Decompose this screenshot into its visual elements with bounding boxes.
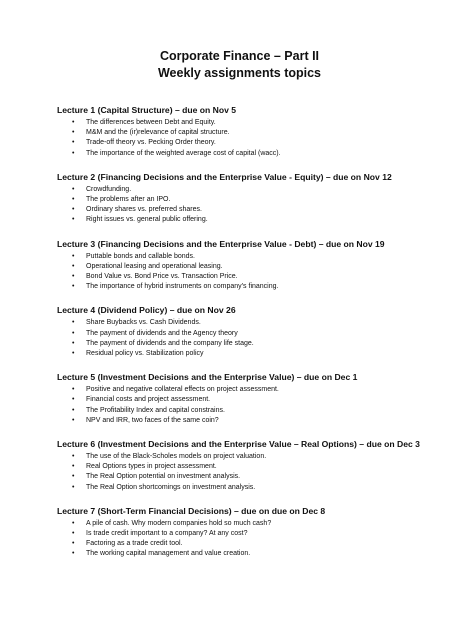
topic-text: The payment of dividends and the company life stage.: [86, 339, 254, 347]
document-title: Corporate Finance – Part II: [159, 49, 320, 63]
topic-item: [57, 149, 434, 159]
lecture-heading: Lecture 5 (Investment Decisions and the Enterprise Value) – due on Dec 1: [57, 372, 358, 383]
topic-text: Share Buybacks vs. Cash Dividends.: [86, 319, 201, 327]
bullet-icon: •: [72, 519, 75, 527]
topic-item: [57, 118, 434, 128]
lecture-heading: Lecture 2 (Financing Decisions and the Enterprise Value - Equity) – due on Nov 12: [57, 171, 392, 182]
topic-item: [57, 519, 434, 529]
bullet-icon: •: [72, 453, 75, 461]
topic-list: [57, 452, 434, 493]
bullet-icon: •: [72, 185, 75, 193]
topic-text: Real Options types in project assessment.: [86, 463, 217, 471]
lecture-section: [57, 505, 434, 560]
bullet-icon: •: [72, 283, 75, 291]
topic-list: [57, 318, 434, 359]
topic-item: [57, 138, 434, 148]
document-subtitle: Weekly assignments topics: [157, 66, 322, 80]
bullet-icon: •: [72, 252, 75, 260]
topic-text: M&M and the (ir)relevance of capital structure.: [86, 129, 230, 137]
topic-item: [57, 195, 434, 205]
topic-text: Positive and negative collateral effects on project assessment.: [86, 386, 279, 394]
bullet-icon: •: [72, 406, 75, 414]
topic-item: [57, 215, 434, 225]
bullet-icon: •: [72, 550, 75, 558]
topic-text: The working capital management and value creation.: [86, 550, 251, 558]
topic-text: Residual policy vs. Stabilization policy: [86, 350, 204, 358]
topic-item: [57, 416, 434, 426]
topic-item: [57, 262, 434, 272]
topic-item: [57, 549, 434, 559]
lecture-section: [57, 438, 434, 493]
topic-item: [57, 406, 434, 416]
topic-item: [57, 529, 434, 539]
lecture-section: [57, 304, 434, 359]
bullet-icon: •: [72, 216, 75, 224]
bullet-icon: •: [72, 319, 75, 327]
lecture-section: [57, 371, 434, 426]
topic-item: [57, 185, 434, 195]
topic-item: [57, 472, 434, 482]
lecture-list: [57, 104, 434, 560]
topic-item: [57, 462, 434, 472]
topic-text: The Real Option shortcomings on investment analysis.: [86, 483, 256, 491]
title-block: [57, 48, 434, 82]
topic-text: A pile of cash. Why modern companies hold so much cash?: [86, 519, 272, 527]
topic-item: [57, 205, 434, 215]
bullet-icon: •: [72, 463, 75, 471]
topic-list: [57, 118, 434, 159]
topic-list: [57, 252, 434, 293]
bullet-icon: •: [72, 396, 75, 404]
topic-text: Puttable bonds and callable bonds.: [86, 252, 195, 260]
lecture-section: [57, 238, 434, 293]
topic-text: The differences between Debt and Equity.: [86, 119, 216, 126]
topic-item: [57, 128, 434, 138]
topic-item: [57, 452, 434, 462]
topic-item: [57, 483, 434, 493]
bullet-icon: •: [72, 273, 75, 281]
topic-text: Is trade credit important to a company? At any cost?: [86, 530, 248, 538]
bullet-icon: •: [72, 530, 75, 538]
bullet-icon: •: [72, 149, 75, 157]
topic-text: The Profitability Index and capital constrains.: [86, 406, 225, 414]
lecture-heading: Lecture 3 (Financing Decisions and the Enterprise Value - Debt) – due on Nov 19: [57, 238, 385, 249]
topic-text: The Real Option potential on investment analysis.: [86, 473, 241, 481]
bullet-icon: •: [72, 473, 75, 481]
lecture-heading: Lecture 7 (Short-Term Financial Decisions) – due on due on Dec 8: [57, 505, 326, 516]
bullet-icon: •: [72, 139, 75, 147]
topic-text: Right issues vs. general public offering.: [86, 216, 208, 224]
topic-text: Financial costs and project assessment.: [86, 396, 211, 404]
topic-text: Factoring as a trade credit tool.: [86, 540, 183, 548]
topic-text: Ordinary shares vs. preferred shares.: [86, 206, 202, 214]
lecture-heading: Lecture 1 (Capital Structure) – due on Nov 5: [57, 105, 237, 115]
topic-text: Operational leasing and operational leasing.: [86, 262, 223, 270]
topic-list: [57, 185, 434, 226]
bullet-icon: •: [72, 339, 75, 347]
topic-item: [57, 329, 434, 339]
bullet-icon: •: [72, 206, 75, 214]
topic-item: [57, 318, 434, 328]
topic-text: Bond Value vs. Bond Price vs. Transaction Price.: [86, 273, 238, 281]
bullet-icon: •: [72, 350, 75, 358]
bullet-icon: •: [72, 262, 75, 270]
topic-text: The use of the Black-Scholes models on project valuation.: [86, 453, 267, 461]
topic-text: NPV and IRR, two faces of the same coin?: [86, 416, 219, 424]
bullet-icon: •: [72, 119, 75, 126]
topic-item: [57, 252, 434, 262]
topic-item: [57, 272, 434, 282]
bullet-icon: •: [72, 483, 75, 491]
bullet-icon: •: [72, 329, 75, 337]
topic-text: Trade-off theory vs. Pecking Order theory.: [86, 139, 216, 147]
lecture-section: [57, 171, 434, 226]
lecture-heading: Lecture 6 (Investment Decisions and the Enterprise Value – Real Options) – due on Dec 3: [57, 439, 420, 450]
topic-item: [57, 349, 434, 359]
bullet-icon: •: [72, 196, 75, 204]
topic-item: [57, 395, 434, 405]
topic-item: [57, 282, 434, 292]
topic-list: [57, 519, 434, 560]
topic-text: Crowdfunding.: [86, 185, 132, 193]
lecture-section: [57, 104, 434, 159]
topic-text: The payment of dividends and the Agency theory: [86, 329, 238, 337]
bullet-icon: •: [72, 129, 75, 137]
topic-text: The problems after an IPO.: [86, 196, 171, 204]
topic-text: The importance of the weighted average cost of capital (wacc).: [86, 149, 281, 157]
topic-item: [57, 339, 434, 349]
topic-text: The importance of hybrid instruments on company’s financing.: [86, 283, 279, 291]
topic-item: [57, 539, 434, 549]
bullet-icon: •: [72, 416, 75, 424]
lecture-heading: Lecture 4 (Dividend Policy) – due on Nov 26: [57, 305, 236, 316]
topic-item: [57, 385, 434, 395]
topic-list: [57, 385, 434, 426]
bullet-icon: •: [72, 540, 75, 548]
bullet-icon: •: [72, 386, 75, 394]
